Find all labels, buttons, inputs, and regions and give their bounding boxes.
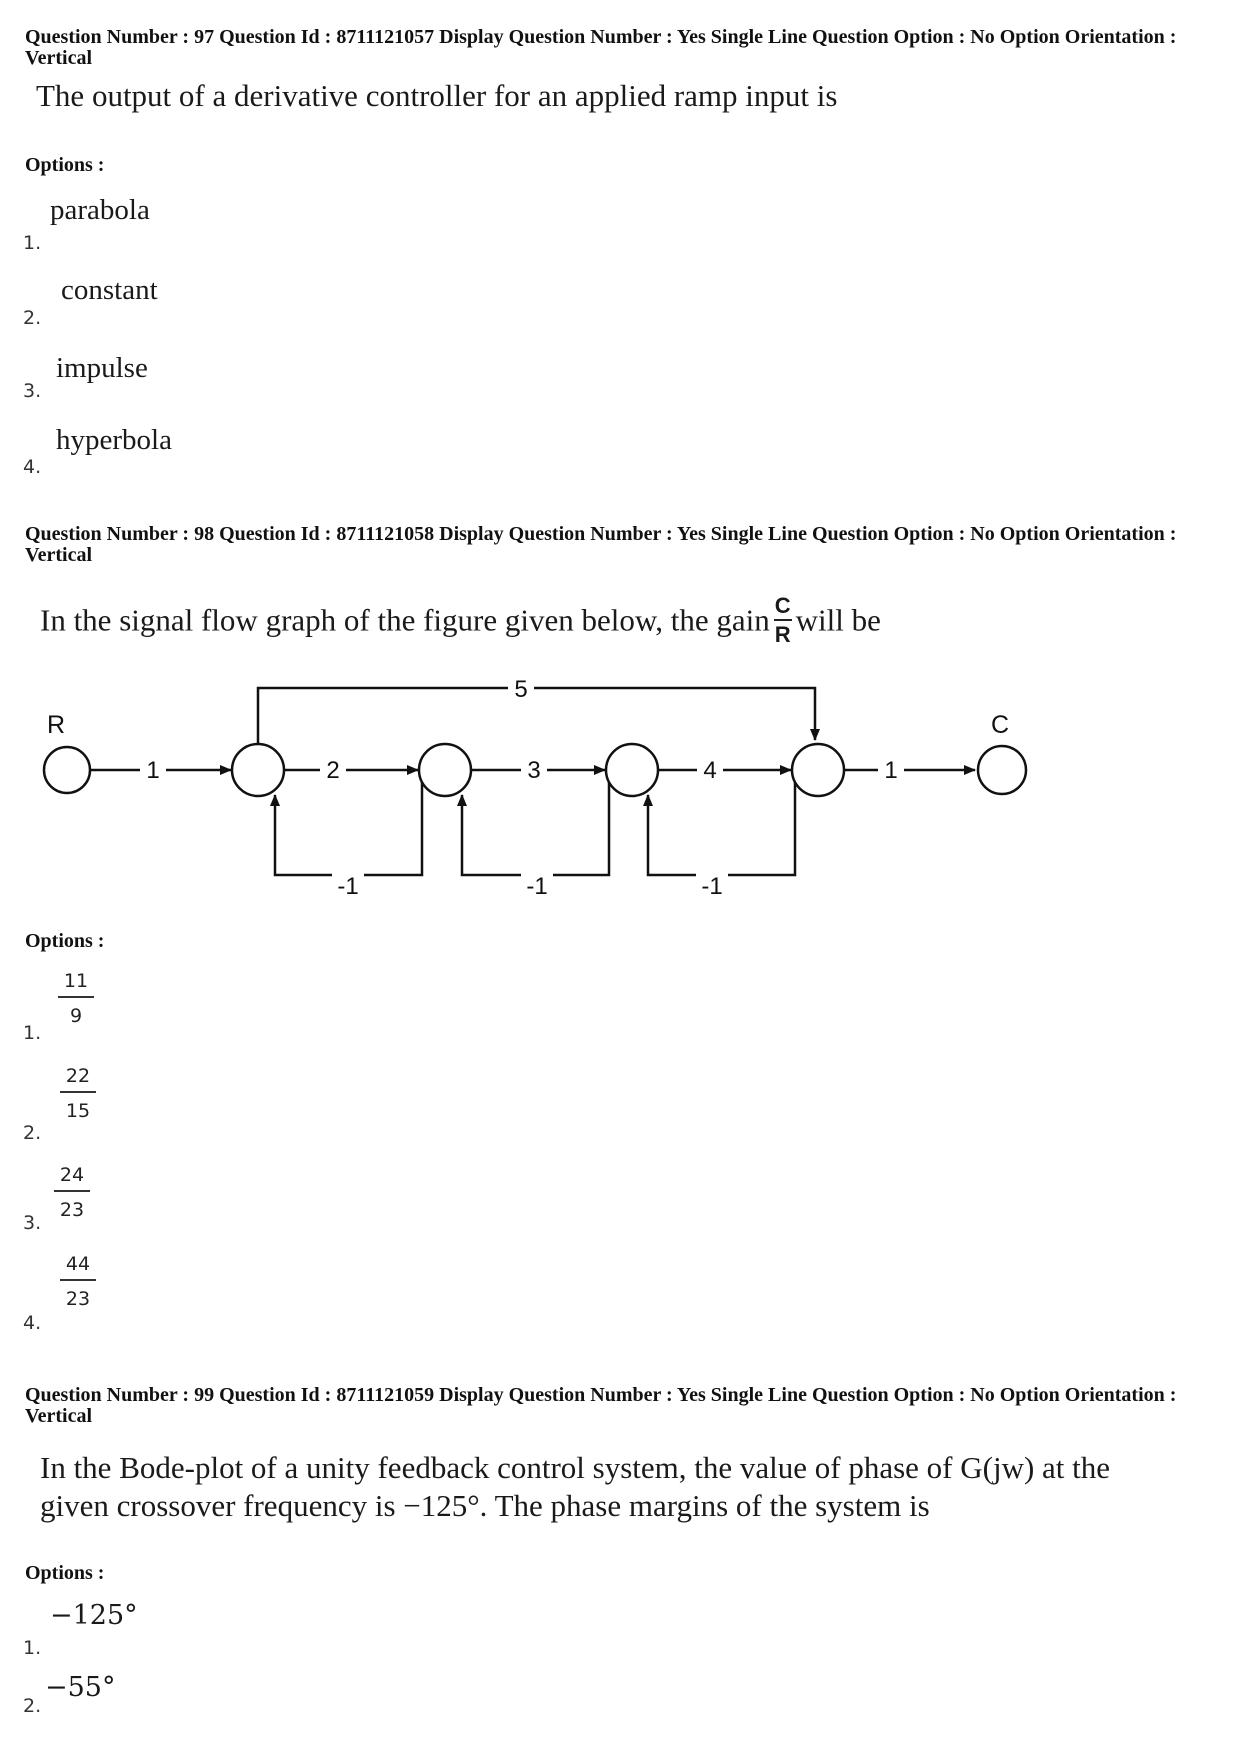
feedback-gain-label-2: -1	[526, 873, 548, 900]
gain-label-1: 1	[146, 757, 160, 784]
q99-option-2-number: 2.	[23, 1695, 42, 1717]
gain-label-3: 3	[527, 757, 541, 784]
gain-fraction-numerator: C	[774, 595, 792, 621]
q98-option-4-denominator: 23	[65, 1288, 91, 1310]
q98-option-3-denominator: 23	[59, 1199, 85, 1221]
q98-stem-text-before: In the signal flow graph of the figure given below, the gain	[40, 602, 770, 638]
question-99-meta: Question Number : 99 Question Id : 8711121059 Display Question Number : Yes Single Line Question Option : No Option Orientation : Vertical	[25, 1384, 1177, 1427]
question-99-stem-line-1: In the Bode-plot of a unity feedback control system, the value of phase of G(jw) at the	[40, 1450, 1111, 1485]
question-99-stem-line-2: given crossover frequency is −125°. The phase margins of the system is	[40, 1488, 930, 1523]
q98-option-3-numerator: 24	[54, 1164, 90, 1192]
q99-option-1-text[interactable]: −125°	[50, 1600, 138, 1631]
q98-stem-text-after: will be	[795, 602, 881, 638]
node-4	[792, 744, 844, 796]
feedback-gain-label-1: -1	[337, 873, 359, 900]
gain-label-2: 2	[326, 757, 340, 784]
q99-option-1-number: 1.	[23, 1637, 42, 1659]
node-label-c: C	[991, 711, 1010, 739]
node-2	[419, 744, 471, 796]
q98-option-4-fraction[interactable]	[60, 1253, 96, 1310]
gain-label-4: 4	[703, 757, 717, 784]
question-97-meta: Question Number : 97 Question Id : 8711121057 Display Question Number : Yes Single Line Question Option : No Option Orientation : Vertical	[25, 26, 1177, 69]
node-3	[606, 744, 658, 796]
q98-option-1-fraction[interactable]	[58, 970, 94, 1027]
node-label-r: R	[47, 711, 66, 739]
node-r	[44, 747, 90, 793]
q98-option-4-numerator: 44	[60, 1253, 96, 1281]
q98-option-2-number: 2.	[23, 1122, 42, 1144]
question-97-stem: The output of a derivative controller for an applied ramp input is	[36, 78, 838, 113]
question-98-meta: Question Number : 98 Question Id : 8711121058 Display Question Number : Yes Single Line Question Option : No Option Orientation : Vertical	[25, 523, 1177, 566]
q98-option-2-fraction[interactable]	[60, 1065, 96, 1122]
q98-option-4-number: 4.	[23, 1312, 42, 1334]
q97-option-3-number: 3.	[23, 380, 42, 402]
q98-option-3-number: 3.	[23, 1212, 42, 1234]
q97-option-1-number: 1.	[23, 232, 42, 254]
feedback-n4-to-n3	[648, 770, 795, 875]
q98-option-2-numerator: 22	[60, 1065, 96, 1093]
q98-option-3-fraction[interactable]	[54, 1164, 90, 1221]
skip-gain-label: 5	[514, 676, 528, 703]
feedback-n2-to-n1	[275, 770, 422, 875]
q98-option-1-denominator: 9	[69, 1005, 83, 1027]
feedback-gain-label-3: -1	[701, 873, 723, 900]
branch-n1-to-n4-skip	[258, 688, 815, 743]
feedback-n3-to-n2	[462, 770, 609, 875]
question-98-options-heading: Options :	[25, 930, 105, 952]
gain-fraction-denominator: R	[774, 622, 791, 647]
question-99-options-heading: Options :	[25, 1562, 105, 1584]
q98-option-2-denominator: 15	[65, 1100, 91, 1122]
q97-option-3-text[interactable]: impulse	[56, 352, 148, 384]
q97-option-2-number: 2.	[23, 307, 42, 329]
q98-option-1-number: 1.	[23, 1022, 42, 1044]
q97-option-4-number: 4.	[23, 456, 42, 478]
q97-option-4-text[interactable]: hyperbola	[56, 424, 172, 456]
q97-option-1-text[interactable]: parabola	[50, 194, 150, 226]
q97-option-2-text[interactable]: constant	[61, 274, 158, 306]
question-97-options-heading: Options :	[25, 154, 105, 176]
gain-label-5: 1	[884, 757, 898, 784]
q98-option-1-numerator: 11	[58, 970, 94, 998]
node-c	[978, 746, 1026, 794]
q99-option-2-text[interactable]: −55°	[45, 1672, 116, 1703]
node-1	[232, 744, 284, 796]
